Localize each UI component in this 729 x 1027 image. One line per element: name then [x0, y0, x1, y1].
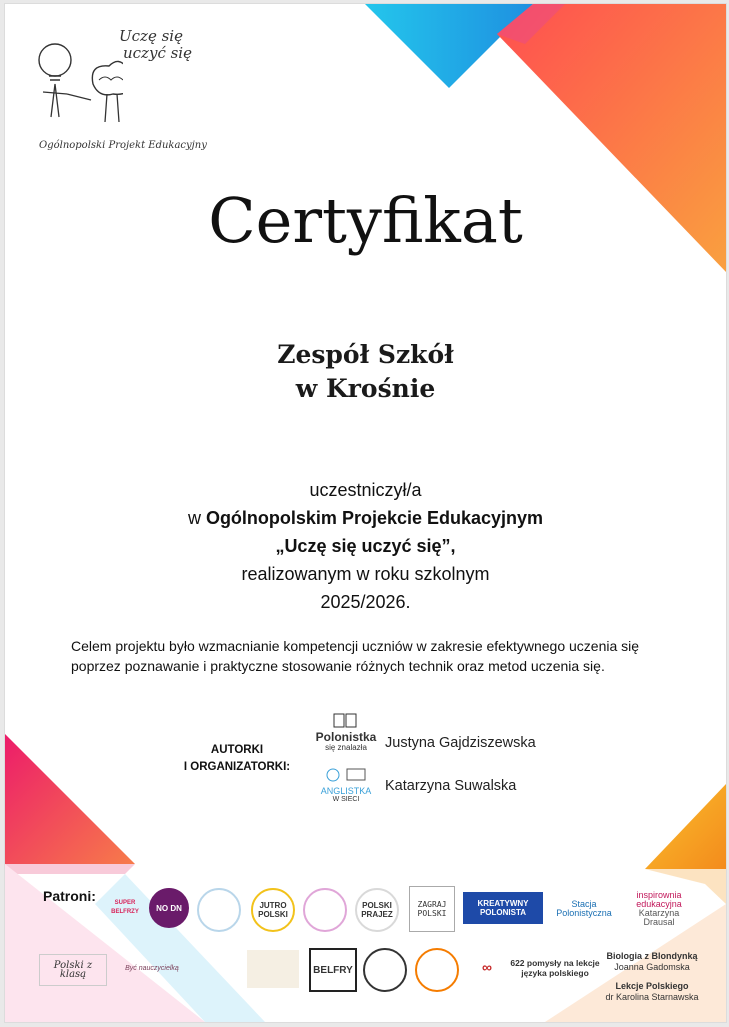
patron-logo-7b	[415, 948, 459, 992]
lightbulb-brain-icon	[33, 22, 123, 137]
school-name-line1: Zespół Szkół	[277, 340, 454, 369]
patron-logo-super-belfrzy-text: SUPER BELFRZY	[111, 900, 139, 915]
patron-biologia-author: Joanna Gadomska	[614, 962, 690, 972]
anglistka-logo-subtext: W SIECI	[332, 796, 360, 803]
patron-logo-belfry	[309, 948, 357, 992]
school-name	[5, 338, 726, 406]
patron-logo-nodn-text: NO DN	[156, 903, 182, 913]
patron-logo-inspirownia-text: inspirownia edukacyjna	[636, 890, 682, 909]
patron-logo-jutro-polski	[251, 888, 295, 932]
patron-logo-622-pomysly-text: 622 pomysły na lekcje języka polskiego	[510, 958, 600, 978]
project-logo	[33, 22, 207, 157]
patron-logo-5	[303, 888, 347, 932]
participation-line: uczestniczył/a	[309, 480, 422, 500]
patron-logo-polski-prajez-text: POLSKI PRAJEZ	[361, 901, 393, 919]
patron-logo-byc-nauczycielka-text: Być nauczycielką	[125, 964, 179, 972]
anglistka-logo-text: ANGLISTKA	[320, 786, 372, 796]
certificate-title: Certyfikat	[208, 184, 523, 257]
logo-title-line1: Uczę się	[119, 27, 183, 45]
polonistka-logo	[315, 712, 377, 752]
patron-logo-6b	[363, 948, 407, 992]
project-name: Ogólnopolskim Projekcie Edukacyjnym	[205, 508, 544, 528]
school-year: 2025/2026.	[320, 592, 411, 612]
anglistka-logo	[315, 767, 377, 804]
school-year-label: realizowanym w roku szkolnym	[241, 564, 490, 584]
patron-logo-zagraj-polski	[409, 886, 455, 932]
project-line	[5, 504, 726, 532]
authors-label-line1: AUTORKI	[210, 744, 264, 756]
patron-logo-zagraj-polski-text: ZAGRAJ POLSKI	[417, 900, 447, 918]
logo-title	[119, 28, 192, 62]
certificate-body	[5, 476, 726, 616]
school-name-line2: w Krośnie	[295, 374, 436, 403]
logo-title-line2: uczyć się	[123, 44, 192, 62]
logo-subtitle: Ogólnopolski Projekt Edukacyjny	[39, 140, 207, 151]
patron-logo-stacja-polonistyczna	[551, 892, 617, 926]
author-name-2: Katarzyna Suwalska	[385, 778, 517, 794]
infinity-icon: ∞	[482, 958, 492, 975]
project-description: Celem projektu było wzmacnianie kompetencji uczniów w zakresie efektywnego uczenia się poprzez poznawanie i praktyczne stosowanie różnych technik oraz metod uczenia się.	[71, 638, 640, 674]
patrons-label: Patroni:	[43, 888, 96, 904]
patron-logo-super-belfrzy	[109, 888, 141, 928]
patron-logo-polski-prajez	[355, 888, 399, 932]
globe-laptop-icon	[321, 767, 371, 783]
book-icon	[326, 712, 366, 728]
patron-logo-biologia-lekcje	[603, 946, 701, 1008]
patron-logo-inspirownia-author: Katarzyna Drausal	[638, 908, 680, 927]
authors-label	[181, 742, 293, 776]
patron-logo-inspirownia	[623, 890, 695, 928]
patron-logo-belfry-text: BELFRY	[313, 964, 353, 976]
patron-logo-kreatywny-polonista	[463, 892, 543, 924]
polonistka-logo-subtext: się znalazła	[325, 743, 367, 752]
patron-biologia-title: Biologia z Blondynką	[606, 951, 698, 961]
patron-logo-622-pomysly	[509, 954, 601, 982]
patron-logo-3	[197, 888, 241, 932]
patron-logo-3b	[191, 948, 235, 988]
patron-logo-kreatywny-polonista-text: KREATYWNY POLONISTA	[477, 899, 529, 917]
patron-logo-jutro-polski-text: JUTRO POLSKI	[258, 901, 288, 919]
patron-logo-polski-z-klasa	[39, 954, 107, 986]
project-quote: „Uczę się uczyć się”,	[275, 536, 456, 556]
author-name-1: Justyna Gajdziszewska	[385, 735, 536, 751]
patron-lekcje-title: Lekcje Polskiego	[615, 981, 689, 991]
polonistka-logo-text: Polonistka	[315, 730, 377, 744]
patron-logo-polski-z-klasa-text: Polski z klasą	[53, 960, 93, 980]
patron-lekcje-author: dr Karolina Starnawska	[605, 992, 699, 1002]
project-line-prefix: w	[187, 508, 206, 528]
patron-logo-stacja-polonistyczna-text: Stacja Polonistyczna	[556, 899, 612, 918]
certificate-page	[4, 3, 727, 1023]
patron-logo-byc-nauczycielka	[123, 952, 181, 984]
patron-logo-4b	[247, 950, 299, 988]
patron-logo-nodn	[149, 888, 189, 928]
authors-label-line2: I ORGANIZATORKI:	[183, 761, 291, 773]
